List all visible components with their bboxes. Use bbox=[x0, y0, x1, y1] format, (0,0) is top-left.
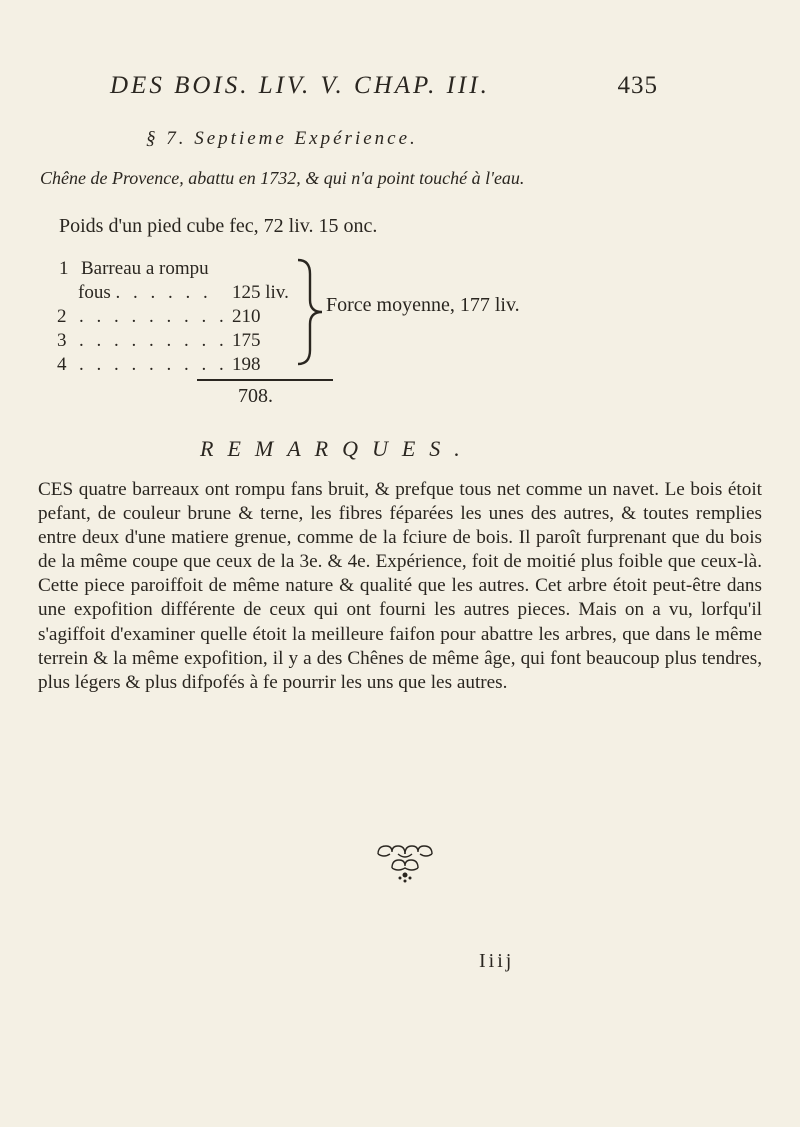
table-row bbox=[57, 354, 228, 376]
remarks-paragraph bbox=[38, 478, 762, 695]
row-number: 1 bbox=[59, 258, 69, 279]
row-number: 2 bbox=[57, 306, 67, 327]
row-label: Barreau a rompu bbox=[81, 258, 209, 279]
curly-brace-icon bbox=[294, 258, 328, 366]
table-row bbox=[57, 330, 228, 352]
leader-dots: . . . . . . bbox=[115, 282, 212, 303]
row-value: 125 liv. bbox=[232, 282, 289, 303]
row-value: 210 bbox=[232, 306, 261, 327]
experiment-subtitle: Chêne de Provence, abattu en 1732, & qui n'a point touché à l'eau. bbox=[40, 168, 525, 188]
page-number: 435 bbox=[617, 72, 658, 99]
table-row bbox=[59, 258, 209, 280]
leader-dots: . . . . . . . . . bbox=[79, 306, 228, 327]
row-value: 198 bbox=[232, 354, 261, 375]
average-force: Force moyenne, 177 liv. bbox=[326, 294, 520, 316]
fleuron-ornament-icon bbox=[372, 842, 438, 886]
sum-rule bbox=[197, 379, 333, 381]
row-number: 3 bbox=[57, 330, 67, 351]
row-value: 175 bbox=[232, 330, 261, 351]
remarques-heading: REMARQUES. bbox=[200, 436, 474, 461]
row-number: 4 bbox=[57, 354, 67, 375]
weight-line: Poids d'un pied cube fec, 72 liv. 15 onc. bbox=[59, 215, 378, 237]
running-head bbox=[110, 72, 658, 100]
section-title: § 7. Septieme Expérience. bbox=[146, 128, 418, 149]
paragraph-text: CES quatre barreaux ont rompu fans bruit, & prefque tous net comme un navet. Le bois étoit pefant, de couleur brune & terne, les fibres féparées les unes des autres, & toutes remplies entre deux d'une matiere grenue, comme de la fciure de bois. Il paroît furprenant que du bois de la même coupe que ceux de la 3e. & 4e. Expérience, foit de moitié plus foible que ceux-là. Cette piece paroiffoit de même nature & qualité que les autres. Cet arbre étoit peut-être dans une expofition différente de ceux qui ont fourni les autres pieces. Mais on a vu, lorfqu'il s'agiffoit d'examiner quelle étoit la meilleure faifon pour abattre les arbres, que dans le même terrein & la même expofition, il y a des Chênes de même âge, qui font beaucoup plus tendres, plus légers & plus difpofés à fe pourrir les uns que les autres. bbox=[38, 479, 762, 693]
table-row bbox=[57, 306, 228, 328]
leader-dots: . . . . . . . . . bbox=[79, 330, 228, 351]
running-head-title: DES BOIS. LIV. V. CHAP. III. bbox=[110, 72, 490, 99]
table-total: 708. bbox=[238, 385, 273, 407]
row-label-continued: fous bbox=[78, 282, 111, 303]
signature-mark: Iiij bbox=[479, 950, 515, 972]
table-row bbox=[78, 282, 212, 304]
leader-dots: . . . . . . . . . bbox=[79, 354, 228, 375]
